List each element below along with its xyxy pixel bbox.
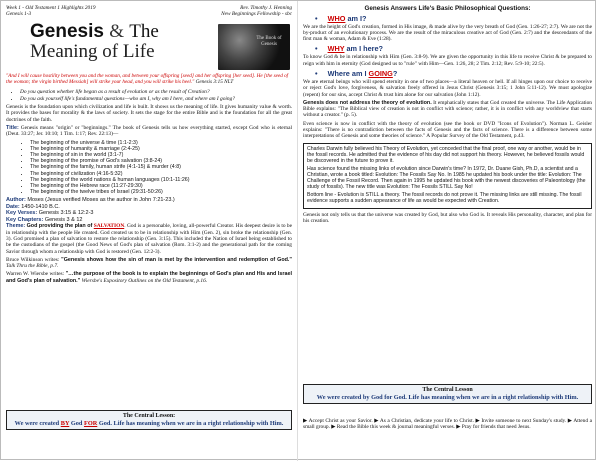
list-item: • The beginning of the universe & time (1:1-2:3)	[30, 140, 292, 146]
date-label: Date:	[6, 203, 20, 210]
wilkinson-intro: Bruce Wilkinson writes:	[6, 256, 60, 263]
bullet-icon: •	[315, 13, 318, 23]
book-of-genesis-image	[218, 24, 290, 70]
title-word-the: The	[129, 20, 159, 42]
question-who-rest: am I?	[347, 13, 367, 23]
page-fold-divider	[297, 1, 298, 461]
list-item: • The beginning of the family, human strife (4:1-15) & murder (4:8)	[30, 164, 292, 170]
right-page	[303, 5, 592, 431]
theory-paragraph	[303, 100, 592, 119]
intro-paragraph: Genesis is the foundation upon which civilization and life is built. It shows us the meaning of life. It gives humanity value & worth. It provides the bases for morality & the laws of society. It sets the stage for the entire Bible and is the foundation for all the great doctrines of the faith.	[6, 104, 292, 123]
lesson-post: God. Life has meaning when we are in a right relationship with Him.	[98, 420, 284, 427]
evolution-box-para: Charles Darwin fully believed his Theory of Evolution, yet conceded that the final proof, one way or another, would be in the fossil records. He admitted that the evidence of his day did not support his theory. However, he believed fossils would be discovered in the future to prove it.	[307, 145, 585, 164]
list-item: • The beginning of the promise of God's salvation (3:8-24)	[30, 158, 292, 164]
lesson-pre: We were created	[14, 420, 60, 427]
question-item: • Do you question whether life began as a result of evolution or as the result of Creation?	[20, 89, 292, 95]
title-block	[6, 22, 292, 74]
book-image-caption: The Book of Genesis	[256, 35, 282, 47]
list-item: • The beginning of the twelve tribes of Israel (29:31-50:26)	[30, 189, 292, 195]
key-chapters-label: Key Chapters:	[6, 216, 44, 223]
question-why-rest: am I here?	[346, 44, 383, 54]
evolution-box	[303, 143, 592, 209]
church-label: New Beginnings Fellowship - sbc	[221, 11, 292, 18]
wiersbe-source: Wiersbe's Expository Outlines on the Old Testament, p.16.	[81, 277, 208, 284]
question-where-pre: Where am I	[327, 68, 367, 78]
answer-where: We are eternal beings who will spend eternity in one of two places—a literal heaven or hell. If all hinges upon our choice to receive or reject God's love, forgiveness, & salvation freely offered in Jesus Christ (Genesis 3:15; 1 John 5:11-12). We must apologize (repent) for our sins, accept Christ & trust him alone for our salvation (John 1:12).	[303, 78, 592, 98]
pastor-label: Rev. Timothy J. Henning	[240, 5, 292, 11]
title-word-genesis: Genesis	[30, 20, 104, 42]
central-lesson-box-left	[6, 410, 292, 430]
page-subtitle: Meaning of Life	[30, 40, 155, 62]
list-item: • The beginning of sin in the world (3:1-7)	[30, 152, 292, 158]
bullet-icon: •	[315, 68, 318, 78]
wilkinson-quote	[6, 257, 292, 270]
evolution-box-para: Bottom line - Evolution is STILL a theory. The fossil records do not prove it. The missing links are still missing. The fossil evidence supports a sudden appearance of life as would be expected with Creation.	[307, 191, 582, 204]
list-item: • The beginning of the world nations & human languages (10:1-11:26)	[30, 177, 292, 183]
author-text: Moses (Jesus verified Moses as the author in John 7:21-23.)	[27, 197, 175, 204]
theme-text: . God is a personable, loving, all-powerful Creator. His deepest desire is to be in relationship with the people He created. God created us to be in relationship with Him (Gen. 2), sin broke the relationship (Gen. 3). God promised a plan of salvation to restore the relationship (Gen. 3:15). This included the Nation of Israel being established to be the custodians of the gospel (the Good News of God's plan of salvation (Rom. 3:1-2) and the generational path for the coming Savior through whom a relationship with God is restored (Gen. 12:2-3).	[6, 223, 293, 255]
list-item: • The beginning of the Hebrew race (11:27-29:30)	[30, 183, 292, 189]
lesson-mid: God	[70, 420, 83, 427]
question-who	[315, 14, 592, 23]
key-verses-text: Genesis 3:15 & 12:2-3	[38, 210, 94, 217]
theory-lead: Genesis does not address the theory of evolution.	[303, 99, 432, 106]
wilkinson-source: Talk Thru the Bible, p.7.	[6, 263, 59, 270]
central-lesson-heading: The Central Lesson:	[122, 413, 176, 419]
lesson-by: BY	[60, 420, 70, 427]
week-label: Week 1 - Old Testament 1 Highlights 2019	[6, 5, 96, 11]
question-where-key: GOING	[368, 68, 393, 78]
key-chapters-text: Genesis 3 & 12	[44, 216, 83, 223]
central-lesson-right-heading: The Central Lesson	[422, 387, 473, 393]
theme-paragraph	[6, 223, 292, 254]
central-lesson-box-right	[303, 384, 592, 404]
question-where-post: ?	[392, 68, 398, 78]
question-item: • Do you ask yourself life's fundamental questions—who am I, why am I here, and where am I going?	[20, 96, 292, 102]
central-lesson-text	[11, 420, 287, 427]
wiersbe-quote	[6, 271, 292, 284]
right-heading: Genesis Answers Life's Basic Philosophical Questions:	[364, 5, 531, 12]
theme-lead: God providing the plan of	[26, 223, 93, 230]
opening-questions	[20, 89, 292, 102]
date-text: 1450-1410 B.C.	[21, 203, 60, 210]
key-verse-text: "And I will cause hostility between you and the woman, and between your offspring [seed] and her offspring [her seed]. He [the seed of the woman; the virgin birthed Messiah] will strike your head, and you will strike his heel."	[6, 72, 289, 85]
answer-why: To know God & be in relationship with Him (Gen. 3:8-9). We are given the opportunity in this life to receive Christ & be prepared to reign with him in eternity (God designed us to "rule" with Him—Gen. 1:26, 28; 2 Tim. 2:12; Rev. 5:9-10; 22:5).	[303, 54, 592, 67]
question-who-key: WHO	[327, 13, 346, 23]
closing-paragraph: Genesis not only tells us that the universe was created by God, but also who God is. It reveals His personality, character, and plan for his creation.	[303, 211, 592, 224]
title-paragraph	[6, 125, 292, 138]
author-label: Author:	[6, 197, 26, 204]
answer-who: We are the height of God's creation, formed in His image, & made alive by the very breath of God (Gen. 1:26-27; 2:7). We are not the by-product of an evolutionary process. We are the result of the miraculous creative act of God (Gen. 2:7) and the descendants of the first man & woman, Adam & Eve (1:28).	[303, 23, 592, 43]
wilkinson-quote-text: "Genesis shows how the sin of man is met by the intervention and redemption of God."	[61, 256, 292, 263]
beginnings-list	[30, 140, 292, 196]
list-item: • The beginning of civilization (4:16-5:32)	[30, 171, 292, 177]
evolution-box-para: Has science found the missing links of evolution since Darwin's time? In 1972, Dr. Duane Gish, Ph.D, a scientist and a Christian, wrote a book titled: Evolution: The Fossils Say No. In 1985 he updated his book under the title: Evolution: The Challenge of the Fossil Record. Then again in 1995 he updated his book with the newest discoveries of Paleontology (the study of fossils). The new title was Evolution: The Fossils STILL Say No!	[307, 165, 586, 190]
question-why-key: WHY	[327, 44, 345, 54]
theory-text: It emphatically states that God created the universe. The Life Application Bible explains: "The Biblical view of creation is not in conflict with science; rather, it is in conflict with any worldview that starts without a creator." (p. 5).	[303, 99, 592, 119]
wiersbe-quote-text: "…the purpose of the book is to explain the beginnings of God's plan and His and Israel and God's plan of salvation."	[6, 271, 292, 284]
geisler-paragraph: Even science is now in conflict with the theory of evolution (see the book or DVD "Icons of Evolution"). Norman L. Geisler explains: "There is no contradiction between the facts of Genesis and the facts of science. There is a difference between some interpretations of Genesis and some theories of science." A Popular Survey of the Old Testament, p.43.	[303, 120, 592, 140]
page-header	[6, 5, 292, 18]
list-item: • The beginning of humanity & marriage (2:4-25)	[30, 146, 292, 152]
theme-label: Theme:	[6, 223, 26, 230]
chapters-label: Genesis 1-3	[6, 11, 32, 18]
theme-keyword: SALVATION	[93, 223, 125, 230]
lesson-for: FOR	[83, 420, 98, 427]
question-why	[315, 44, 592, 53]
title-label: Title:	[6, 124, 19, 131]
question-where	[315, 69, 592, 78]
title-text: Genesis means "origin" or "beginnings." The book of Genesis tells us how everything started, except God who is eternal (Deut. 33:27; Jer. 10:10; 1 Tim. 1:17; Rev. 22:13)—	[6, 124, 292, 138]
key-verses-label: Key Verses:	[6, 210, 38, 217]
application-steps: ▶ Accept Christ as your Savior. ▶ As a Christian, dedicate your life to Christ. ▶ Invite someone to next Sunday's study. ▶ Attend a small group. ▶ Read the Bible this week & journal meaningful verses. ▶ Pray for friends that need Jesus.	[303, 418, 592, 431]
wiersbe-intro: Warren W. Wiersbe writes:	[6, 271, 65, 278]
bullet-icon: •	[315, 44, 318, 54]
central-lesson-right-text: We were created by God for God. Life has meaning when we are in a right relationship with Him.	[316, 394, 579, 401]
key-verse	[6, 74, 292, 86]
key-verse-ref: Genesis 3:15 NLT	[195, 78, 234, 85]
left-page	[6, 5, 293, 427]
title-ampersand: &	[109, 20, 124, 42]
